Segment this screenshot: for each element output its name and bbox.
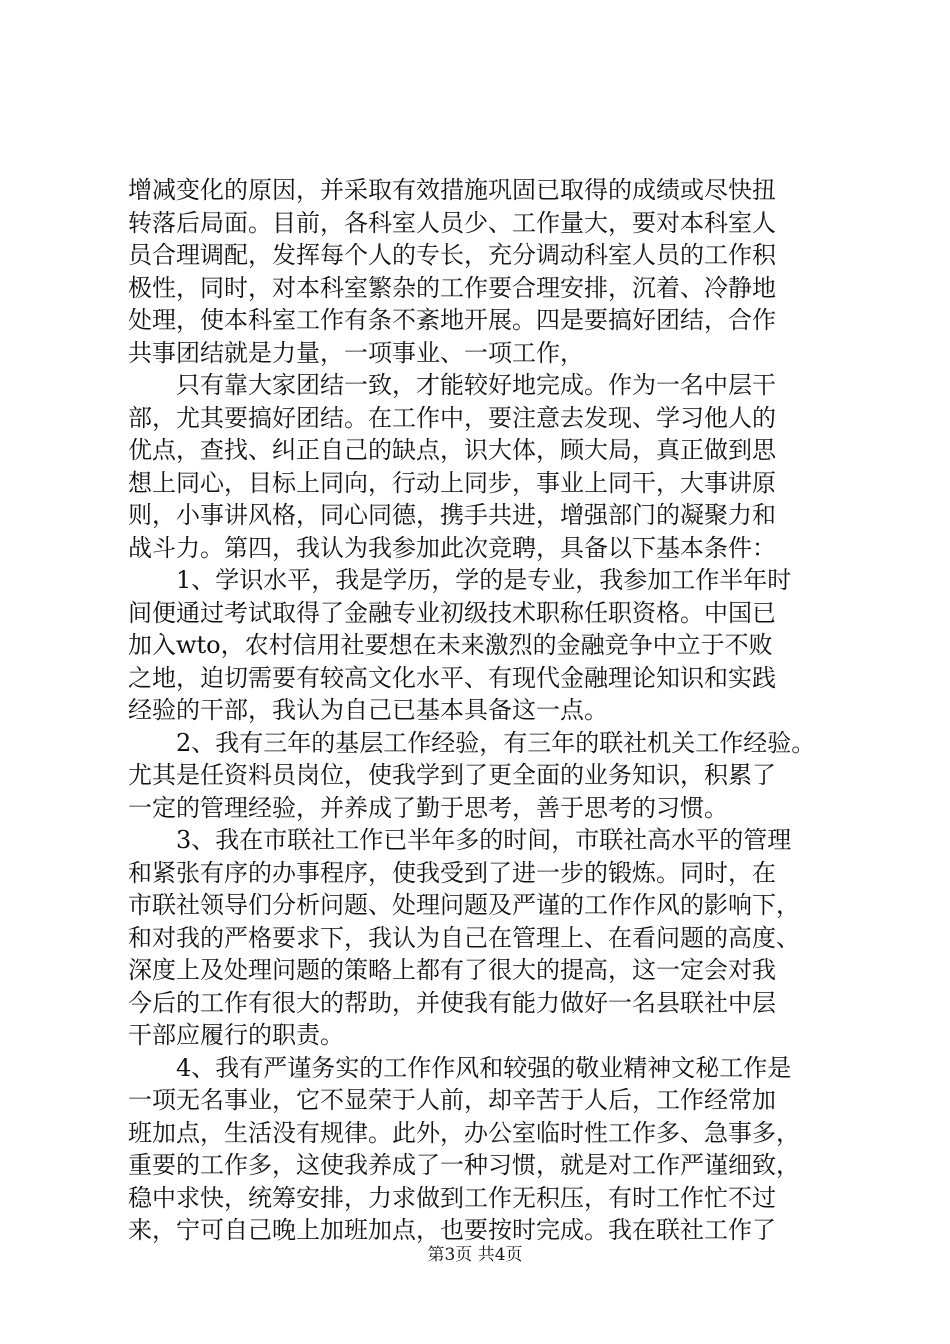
- text-line: 4、我有严谨务实的工作作风和较强的敬业精神文秘工作是: [176, 1053, 792, 1082]
- page-number-footer: 第3页 共4页: [427, 1245, 523, 1265]
- text-line: 增减变化的原因，并采取有效措施巩固已取得的成绩或尽快扭: [128, 176, 776, 204]
- text-line: 2、我有三年的基层工作经验，有三年的联社机关工作经验。: [176, 728, 816, 757]
- text-line: 干部应履行的职责。: [128, 1021, 344, 1049]
- text-line: 班加点，生活没有规律。此外，办公室临时性工作多、急事多，: [128, 1118, 800, 1147]
- text-line: 重要的工作多，这使我养成了一种习惯，就是对工作严谨细致，: [128, 1151, 800, 1179]
- text-line: 之地，迫切需要有较高文化水平、有现代金融理论知识和实践: [128, 663, 776, 692]
- text-line: 员合理调配，发挥每个人的专长，充分调动科室人员的工作积: [128, 241, 776, 269]
- text-line: 市联社领导们分析问题、处理问题及严谨的工作作风的影响下，: [128, 891, 800, 919]
- text-line: 只有靠大家团结一致，才能较好地完成。作为一名中层干: [176, 371, 776, 399]
- text-line: 部，尤其要搞好团结。在工作中，要注意去发现、学习他人的: [128, 403, 776, 432]
- text-line: 深度上及处理问题的策略上都有了很大的提高，这一定会对我: [128, 956, 776, 984]
- document-body: [128, 174, 828, 1247]
- text-line: 一定的管理经验，并养成了勤于思考，善于思考的习惯。: [128, 793, 728, 822]
- text-line: 间便通过考试取得了金融专业初级技术职称任职资格。中国已: [128, 598, 776, 627]
- text-line: 优点，查找、纠正自己的缺点，识大体，顾大局，真正做到思: [128, 436, 776, 464]
- text-line: 今后的工作有很大的帮助，并使我有能力做好一名县联社中层: [128, 988, 776, 1017]
- text-line: 来，宁可自己晚上加班加点，也要按时完成。我在联社工作了: [128, 1216, 776, 1244]
- text-line: 转落后局面。目前，各科室人员少、工作量大，要对本科室人: [128, 208, 776, 237]
- text-line: 想上同心，目标上同向，行动上同步，事业上同干，大事讲原: [128, 468, 776, 497]
- text-line: 处理，使本科室工作有条不紊地开展。四是要搞好团结，合作: [128, 306, 776, 334]
- text-line: 稳中求快，统筹安排，力求做到工作无积压，有时工作忙不过: [128, 1183, 776, 1212]
- text-line: 和对我的严格要求下，我认为自己在管理上、在看问题的高度、: [128, 923, 800, 952]
- text-line: 3、我在市联社工作已半年多的时间，市联社高水平的管理: [176, 826, 792, 854]
- text-line: 经验的干部，我认为自己已基本具备这一点。: [128, 696, 608, 724]
- text-line: 共事团结就是力量，一项事业、一项工作，: [128, 338, 584, 367]
- text-line: 尤其是任资料员岗位，使我学到了更全面的业务知识，积累了: [128, 761, 776, 789]
- text-line: 一项无名事业，它不显荣于人前，却辛苦于人后，工作经常加: [128, 1086, 776, 1114]
- text-line: 加入wto，农村信用社要想在未来激烈的金融竞争中立于不败: [128, 631, 773, 659]
- text-line: 极性，同时，对本科室繁杂的工作要合理安排，沉着、冷静地: [128, 273, 776, 302]
- text-line: 战斗力。第四，我认为我参加此次竞聘，具备以下基本条件：: [128, 533, 776, 562]
- text-line: 和紧张有序的办事程序，使我受到了进一步的锻炼。同时，在: [128, 858, 776, 887]
- text-line: 则，小事讲风格，同心同德，携手共进，增强部门的凝聚力和: [128, 501, 776, 529]
- text-line: 1、学识水平，我是学历，学的是专业，我参加工作半年时: [176, 566, 792, 594]
